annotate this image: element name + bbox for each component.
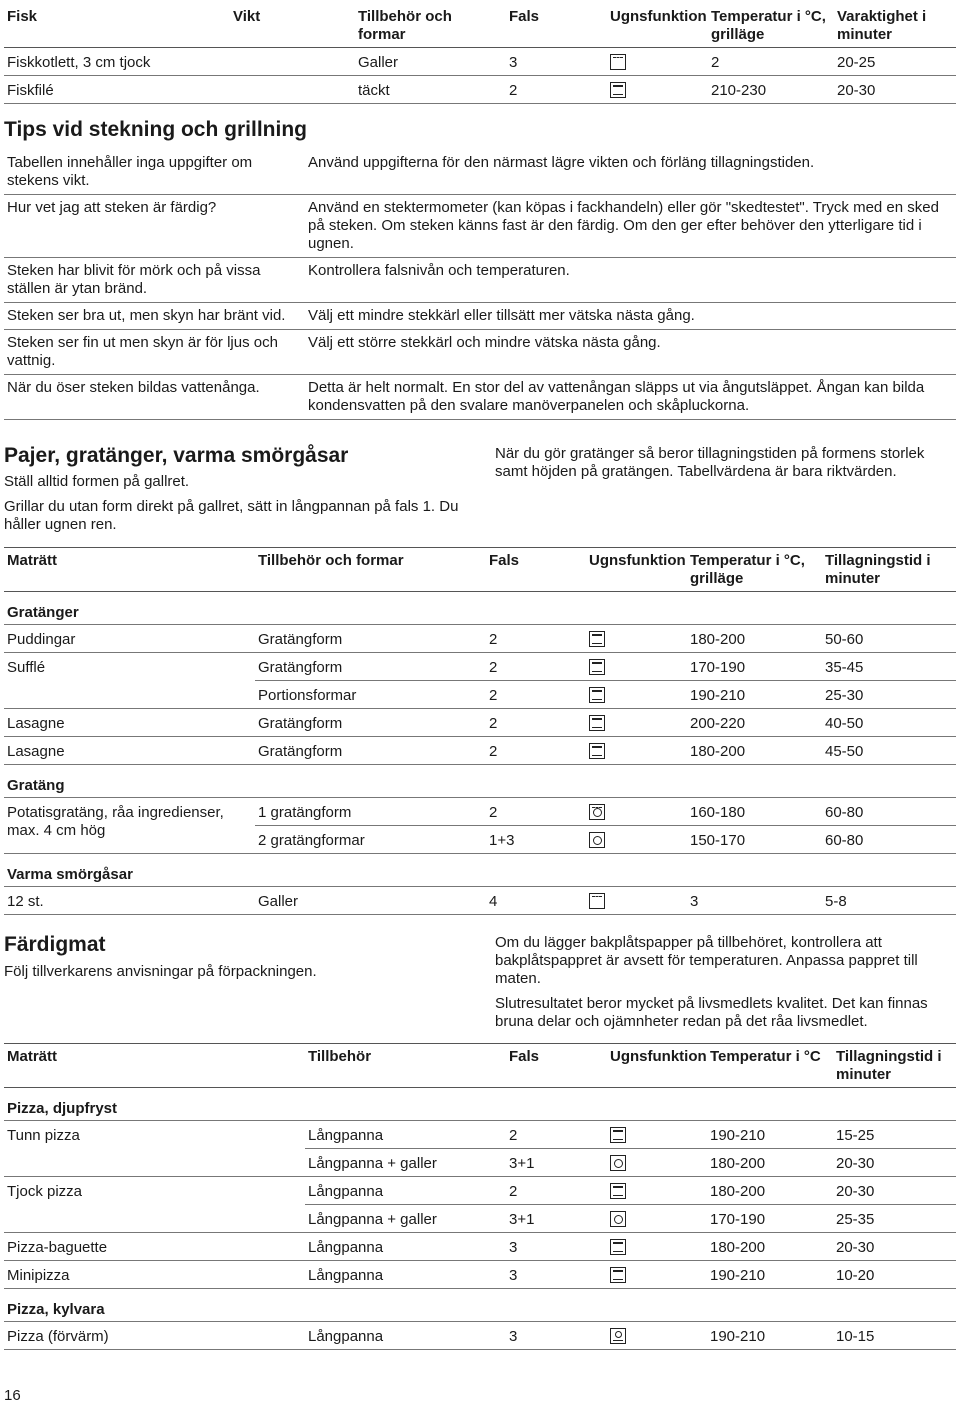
table-row [4, 330, 956, 375]
temp-cell: 190-210 [707, 1322, 833, 1350]
table-row [4, 709, 956, 737]
col-header: Temperatur i °C, grilläge [708, 4, 834, 48]
top-bottom-heat-icon [610, 1127, 626, 1143]
temp-cell: 180-200 [707, 1149, 833, 1177]
paragraph: Följ tillverkarens anvisningar på förpackningen. [4, 963, 317, 980]
col-header: Tillbehör och formar [355, 4, 506, 48]
accessory-cell: Långpanna [305, 1233, 506, 1261]
time-cell: 60-80 [822, 826, 956, 854]
weight-cell [230, 48, 355, 76]
temp-cell: 180-200 [707, 1233, 833, 1261]
section-title: Färdigmat [4, 933, 106, 956]
accessory-cell: Gratängform [255, 737, 486, 765]
table-row [4, 653, 956, 681]
solution-cell: Använd en stektermometer (kan köpas i fackhandeln) eller gör "skedtestet". Tryck med en sked på steken. Om steken känns fast är den färdig. Om den ger efter behöver den ytterligare tid i ugnen. [305, 195, 956, 258]
col-header: Tillbehör [305, 1044, 506, 1088]
dish-cell: Lasagne [4, 737, 255, 765]
time-cell: 25-35 [833, 1205, 956, 1233]
top-bottom-heat-icon [589, 687, 605, 703]
temp-cell: 170-190 [707, 1205, 833, 1233]
time-cell: 10-15 [833, 1322, 956, 1350]
shelf-cell: 3 [506, 1233, 607, 1261]
accessory-cell: Långpanna [305, 1177, 506, 1205]
col-header: Temperatur i °C, grilläge [687, 548, 822, 592]
col-header: Ugnsfunktion [586, 548, 687, 592]
col-header: Tillagningstid i minuter [822, 548, 956, 592]
accessory-cell: Långpanna [305, 1121, 506, 1149]
shelf-cell: 1+3 [486, 826, 586, 854]
time-cell: 20-30 [833, 1149, 956, 1177]
pizza-icon [610, 1328, 626, 1344]
grill-icon [589, 893, 605, 909]
fan-grill-icon [589, 804, 605, 820]
accessory-cell: Gratängform [255, 709, 486, 737]
dish-cell: Pizza (förvärm) [4, 1322, 305, 1350]
col-header: Maträtt [4, 548, 255, 592]
accessory-cell: Galler [255, 887, 486, 915]
fisk-table [4, 4, 956, 104]
col-header: Tillagningstid i minuter [833, 1044, 956, 1088]
paragraph: Ställ alltid formen på gallret. [4, 473, 190, 490]
table-row [4, 1121, 956, 1149]
shelf-cell: 4 [486, 887, 586, 915]
accessory-cell: Gratängform [255, 625, 486, 653]
dish-cell: Minipizza [4, 1261, 305, 1289]
dish-cell: Tjock pizza [4, 1177, 305, 1233]
top-bottom-heat-icon [610, 1239, 626, 1255]
time-cell: 5-8 [822, 887, 956, 915]
solution-cell: Kontrollera falsnivån och temperaturen. [305, 258, 956, 303]
problem-cell: Steken ser fin ut men skyn är för ljus och vattnig. [4, 330, 305, 375]
paragraph: När du gör gratänger så beror tillagningstiden på formens storlek samt höjden på gratängen. Tabellvärdena är bara riktvärden. [495, 445, 925, 480]
dish-cell: Tunn pizza [4, 1121, 305, 1177]
shelf-cell: 3 [506, 48, 607, 76]
dish-cell: Sufflé [7, 659, 46, 676]
shelf-cell: 2 [486, 625, 586, 653]
temp-cell: 180-200 [687, 625, 822, 653]
accessory-cell: Långpanna + galler [305, 1205, 506, 1233]
solution-cell: Detta är helt normalt. En stor del av vattenångan släpps ut via ångutsläppet. Ångan kan bilda kondensvatten på den svalare manöverpanelen och skåpluckorna. [305, 375, 956, 420]
fan-icon [610, 1155, 626, 1171]
pajer-table [4, 547, 956, 915]
accessory-cell: Långpanna + galler [305, 1149, 506, 1177]
table-row [4, 48, 956, 76]
time-cell: 25-30 [822, 681, 956, 709]
top-bottom-heat-icon [589, 631, 605, 647]
temp-cell: 2 [708, 48, 834, 76]
category-heading: Pizza, djupfryst [4, 1088, 956, 1121]
temp-cell: 180-200 [707, 1177, 833, 1205]
table-row [4, 195, 956, 258]
shelf-cell: 2 [486, 709, 586, 737]
col-header: Vikt [230, 4, 355, 48]
problem-cell: När du öser steken bildas vattenånga. [4, 375, 305, 420]
col-header: Temperatur i °C [707, 1044, 833, 1088]
top-bottom-heat-icon [610, 82, 626, 98]
accessory-cell: Gratängform [255, 653, 486, 681]
paragraph: Grillar du utan form direkt på gallret, sätt in långpannan på fals 1. Du håller ugnen ren. [4, 498, 459, 533]
fan-icon [589, 832, 605, 848]
table-row [4, 375, 956, 420]
time-cell: 50-60 [822, 625, 956, 653]
weight-cell [230, 76, 355, 104]
section-title: Pajer, gratänger, varma smörgåsar [4, 444, 349, 467]
temp-cell: 170-190 [687, 653, 822, 681]
top-bottom-heat-icon [589, 715, 605, 731]
pizza-table [4, 1043, 956, 1350]
paragraph: Om du lägger bakplåtspapper på tillbehöret, kontrollera att bakplåtspappret är avsett för temperaturen. Anpassa pappret till maten. [495, 934, 918, 987]
dish-cell: Fiskfilé [4, 76, 230, 104]
temp-cell: 190-210 [707, 1121, 833, 1149]
top-bottom-heat-icon [589, 743, 605, 759]
accessory-cell: täckt [355, 76, 506, 104]
shelf-cell: 2 [486, 681, 586, 709]
time-cell: 20-30 [833, 1177, 956, 1205]
col-header: Maträtt [4, 1044, 305, 1088]
table-row [4, 1177, 956, 1205]
accessory-cell: Portionsformar [255, 681, 486, 709]
top-bottom-heat-icon [589, 659, 605, 675]
time-cell: 45-50 [822, 737, 956, 765]
col-header: Tillbehör och formar [255, 548, 486, 592]
table-row [4, 737, 956, 765]
table-row [4, 1233, 956, 1261]
problem-cell: Tabellen innehåller inga uppgifter om stekens vikt. [4, 152, 305, 195]
solution-cell: Välj ett mindre stekkärl eller tillsätt mer vätska nästa gång. [305, 303, 956, 330]
col-header: Fisk [4, 4, 230, 48]
category-heading: Gratäng [4, 765, 956, 798]
dish-cell: Potatisgratäng, råa ingredienser, max. 4 cm hög [4, 798, 255, 854]
dish-cell: Lasagne [4, 709, 255, 737]
top-bottom-heat-icon [610, 1267, 626, 1283]
solution-cell: Välj ett större stekkärl och mindre vätska nästa gång. [305, 330, 956, 375]
shelf-cell: 3 [506, 1322, 607, 1350]
col-header: Fals [506, 1044, 607, 1088]
paragraph: Slutresultatet beror mycket på livsmedlets kvalitet. Det kan finnas bruna delar och ojämnheter redan på det råa livsmedlet. [495, 995, 928, 1030]
table-row [4, 887, 956, 915]
shelf-cell: 3+1 [506, 1149, 607, 1177]
table-row [4, 681, 956, 709]
time-cell: 20-25 [834, 48, 956, 76]
table-row [4, 303, 956, 330]
temp-cell: 160-180 [687, 798, 822, 826]
section-title: Tips vid stekning och grillning [4, 118, 307, 141]
grill-icon [610, 54, 626, 70]
table-row [4, 1322, 956, 1350]
dish-cell: Fiskkotlett, 3 cm tjock [4, 48, 230, 76]
fan-icon [610, 1211, 626, 1227]
table-row [4, 798, 956, 826]
col-header: Fals [506, 4, 607, 48]
temp-cell: 190-210 [687, 681, 822, 709]
problem-cell: Steken har blivit för mörk och på vissa ställen är ytan bränd. [4, 258, 305, 303]
col-header: Ugnsfunktion [607, 1044, 707, 1088]
shelf-cell: 3+1 [506, 1205, 607, 1233]
shelf-cell: 2 [486, 798, 586, 826]
temp-cell: 180-200 [687, 737, 822, 765]
shelf-cell: 3 [506, 1261, 607, 1289]
dish-cell [4, 681, 255, 709]
table-row [4, 76, 956, 104]
page-number: 16 [4, 1387, 21, 1403]
time-cell: 35-45 [822, 653, 956, 681]
dish-cell: Puddingar [4, 625, 255, 653]
time-cell: 20-30 [834, 76, 956, 104]
table-row [4, 258, 956, 303]
category-heading: Varma smörgåsar [4, 854, 956, 887]
temp-cell: 200-220 [687, 709, 822, 737]
time-cell: 60-80 [822, 798, 956, 826]
time-cell: 20-30 [833, 1233, 956, 1261]
problem-cell: Hur vet jag att steken är färdig? [4, 195, 305, 258]
table-row [4, 152, 956, 195]
col-header: Fals [486, 548, 586, 592]
accessory-cell: Långpanna [305, 1322, 506, 1350]
shelf-cell: 2 [486, 653, 586, 681]
shelf-cell: 2 [506, 1177, 607, 1205]
shelf-cell: 2 [506, 76, 607, 104]
top-bottom-heat-icon [610, 1183, 626, 1199]
accessory-cell: Galler [355, 48, 506, 76]
temp-cell: 190-210 [707, 1261, 833, 1289]
accessory-cell: 2 gratängformar [255, 826, 486, 854]
solution-cell: Använd uppgifterna för den närmast lägre vikten och förläng tillagningstiden. [305, 152, 956, 195]
shelf-cell: 2 [486, 737, 586, 765]
category-heading: Pizza, kylvara [4, 1289, 956, 1322]
temp-cell: 3 [687, 887, 822, 915]
time-cell: 15-25 [833, 1121, 956, 1149]
accessory-cell: Långpanna [305, 1261, 506, 1289]
dish-cell: Pizza-baguette [4, 1233, 305, 1261]
problem-cell: Steken ser bra ut, men skyn har bränt vid. [4, 303, 305, 330]
time-cell: 40-50 [822, 709, 956, 737]
accessory-cell: 1 gratängform [255, 798, 486, 826]
col-header: Ugnsfunktion [607, 4, 708, 48]
temp-cell: 210-230 [708, 76, 834, 104]
shelf-cell: 2 [506, 1121, 607, 1149]
time-cell: 10-20 [833, 1261, 956, 1289]
table-row [4, 625, 956, 653]
col-header: Varaktighet i minuter [834, 4, 956, 48]
tips-table [4, 152, 956, 420]
temp-cell: 150-170 [687, 826, 822, 854]
table-row [4, 1261, 956, 1289]
dish-cell: 12 st. [4, 887, 255, 915]
category-heading: Gratänger [4, 592, 956, 625]
